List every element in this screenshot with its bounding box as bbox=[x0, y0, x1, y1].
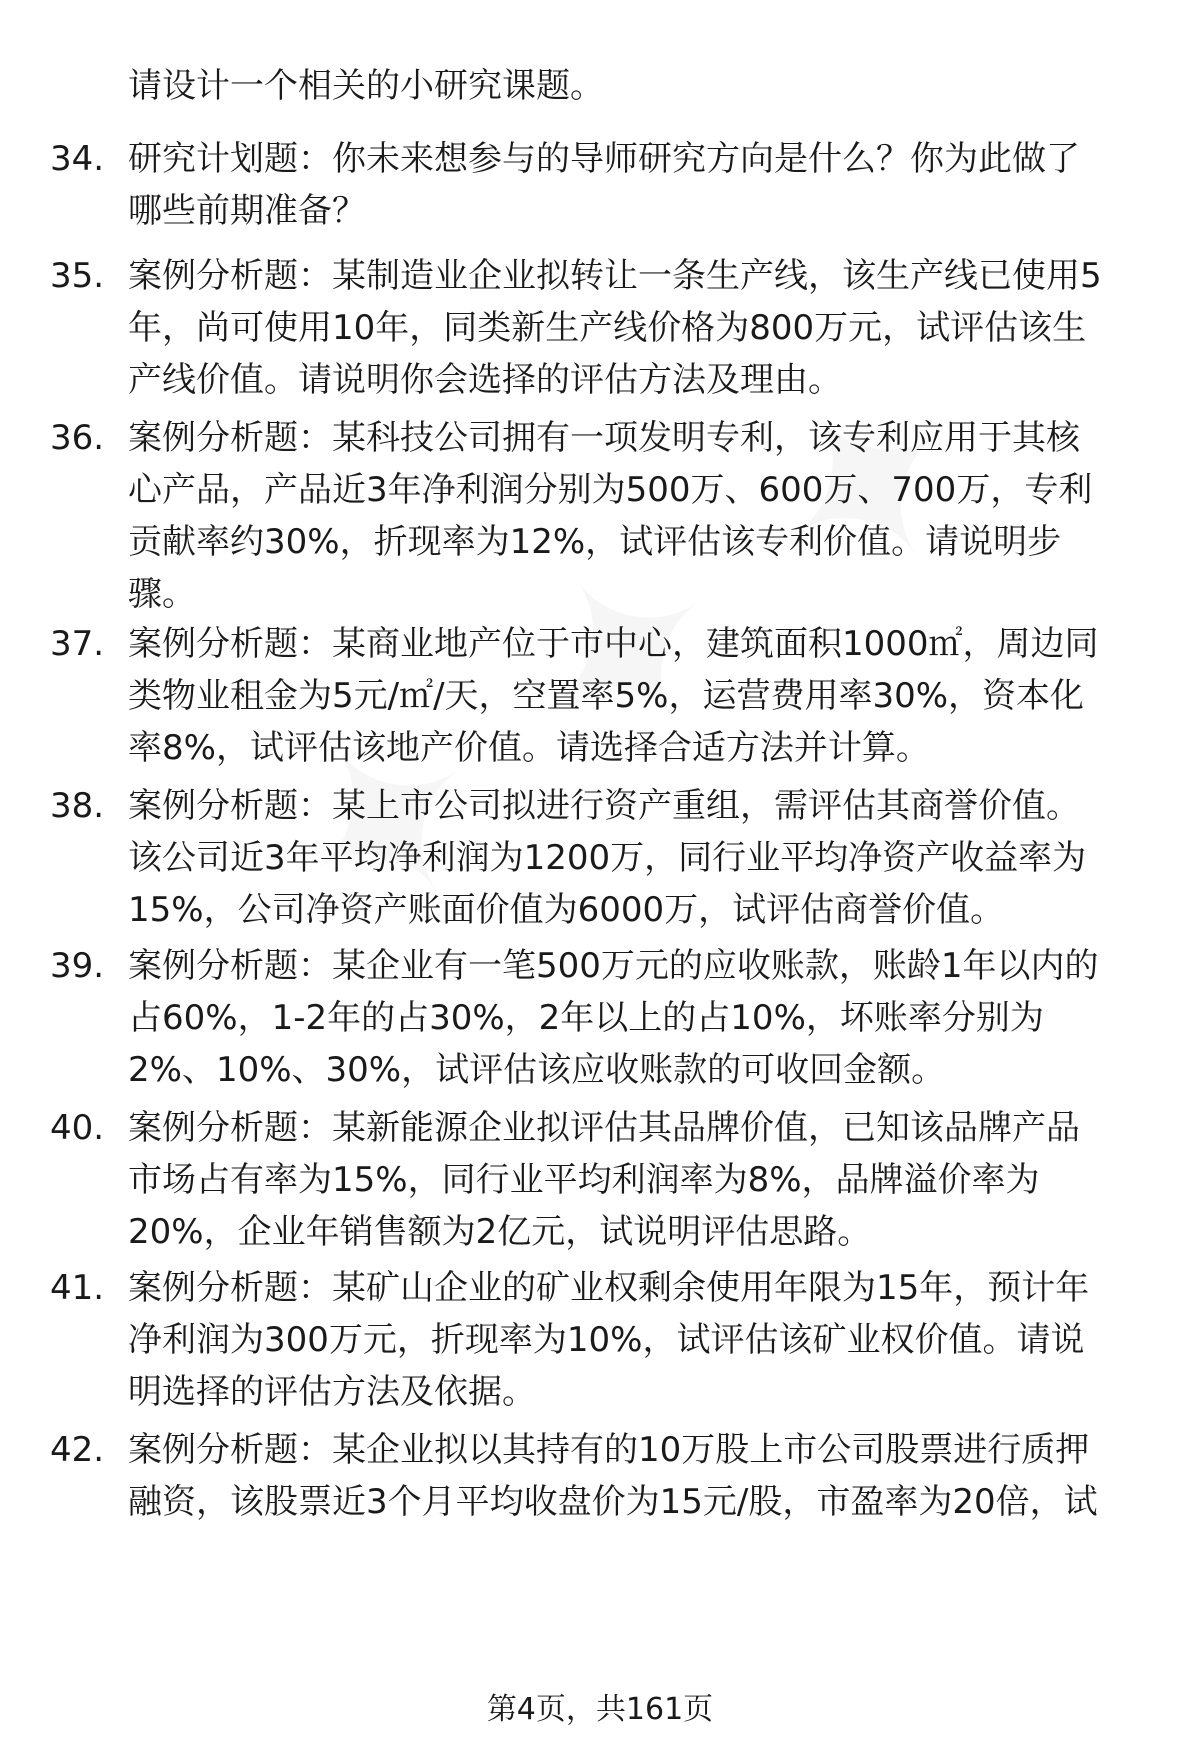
question-number: 38. bbox=[50, 786, 105, 826]
question-number: 39. bbox=[50, 946, 105, 986]
question-text bbox=[128, 940, 1138, 1096]
question-line: 案例分析题：某企业有一笔500万元的应收账款，账龄1年以内的 bbox=[128, 946, 1099, 986]
question-text bbox=[128, 1102, 1138, 1258]
question-text bbox=[128, 618, 1138, 774]
question-text bbox=[128, 1262, 1138, 1418]
question-line: 率8%，试评估该地产价值。请选择合适方法并计算。 bbox=[128, 728, 930, 768]
question-number: 34. bbox=[50, 139, 105, 179]
question-line: 案例分析题：某上市公司拟进行资产重组，需评估其商誉价值。 bbox=[128, 786, 1080, 826]
page-footer: 第4页，共161页 bbox=[486, 1692, 714, 1727]
question-text bbox=[128, 412, 1138, 620]
question-line: 2%、10%、30%，试评估该应收账款的可收回金额。 bbox=[128, 1050, 946, 1090]
question-number: 41. bbox=[50, 1268, 105, 1308]
question-line: 哪些前期准备？ bbox=[128, 191, 366, 231]
question-line: 融资，该股票近3个月平均收盘价为15元/股，市盈率为20倍，试 bbox=[128, 1482, 1098, 1522]
question-line: 占60%，1-2年的占30%，2年以上的占10%，坏账率分别为 bbox=[128, 998, 1044, 1038]
question-line: 骤。 bbox=[128, 574, 196, 614]
question-number: 42. bbox=[50, 1430, 105, 1470]
continuation-text: 请设计一个相关的小研究课题。 bbox=[128, 66, 604, 106]
question-line: 年，尚可使用10年，同类新生产线价格为800万元，试评估该生 bbox=[128, 308, 1087, 348]
question-line: 案例分析题：某企业拟以其持有的10万股上市公司股票进行质押 bbox=[128, 1430, 1090, 1470]
question-line: 类物业租金为5元/㎡/天，空置率5%，运营费用率30%，资本化 bbox=[128, 676, 1085, 716]
question-line: 明选择的评估方法及依据。 bbox=[128, 1372, 536, 1412]
question-line: 案例分析题：某新能源企业拟评估其品牌价值，已知该品牌产品 bbox=[128, 1108, 1080, 1148]
question-number: 35. bbox=[50, 256, 105, 296]
question-line: 案例分析题：某制造业企业拟转让一条生产线，该生产线已使用5 bbox=[128, 256, 1102, 296]
question-number: 36. bbox=[50, 418, 105, 458]
question-line: 案例分析题：某商业地产位于市中心，建筑面积1000㎡，周边同 bbox=[128, 624, 1099, 664]
question-line: 净利润为300万元，折现率为10%，试评估该矿业权价值。请说 bbox=[128, 1320, 1085, 1360]
question-line: 贡献率约30%，折现率为12%，试评估该专利价值。请说明步 bbox=[128, 522, 1062, 562]
question-line: 研究计划题：你未来想参与的导师研究方向是什么？你为此做了 bbox=[128, 139, 1080, 179]
question-text bbox=[128, 1424, 1138, 1528]
question-text bbox=[128, 250, 1138, 406]
question-line: 20%，企业年销售额为2亿元，试说明评估思路。 bbox=[128, 1212, 872, 1252]
question-number: 37. bbox=[50, 624, 105, 664]
question-line: 案例分析题：某矿山企业的矿业权剩余使用年限为15年，预计年 bbox=[128, 1268, 1090, 1308]
question-text bbox=[128, 780, 1138, 936]
question-line: 该公司近3年平均净利润为1200万，同行业平均净资产收益率为 bbox=[128, 838, 1087, 878]
question-line: 市场占有率为15%，同行业平均利润率为8%，品牌溢价率为 bbox=[128, 1160, 1040, 1200]
question-line: 案例分析题：某科技公司拥有一项发明专利，该专利应用于其核 bbox=[128, 418, 1080, 458]
question-line: 15%，公司净资产账面价值为6000万，试评估商誉价值。 bbox=[128, 890, 1005, 930]
question-line: 心产品，产品近3年净利润分别为500万、600万、700万，专利 bbox=[128, 470, 1093, 510]
question-number: 40. bbox=[50, 1108, 105, 1148]
question-text bbox=[128, 133, 1138, 237]
question-line: 产线价值。请说明你会选择的评估方法及理由。 bbox=[128, 360, 842, 400]
